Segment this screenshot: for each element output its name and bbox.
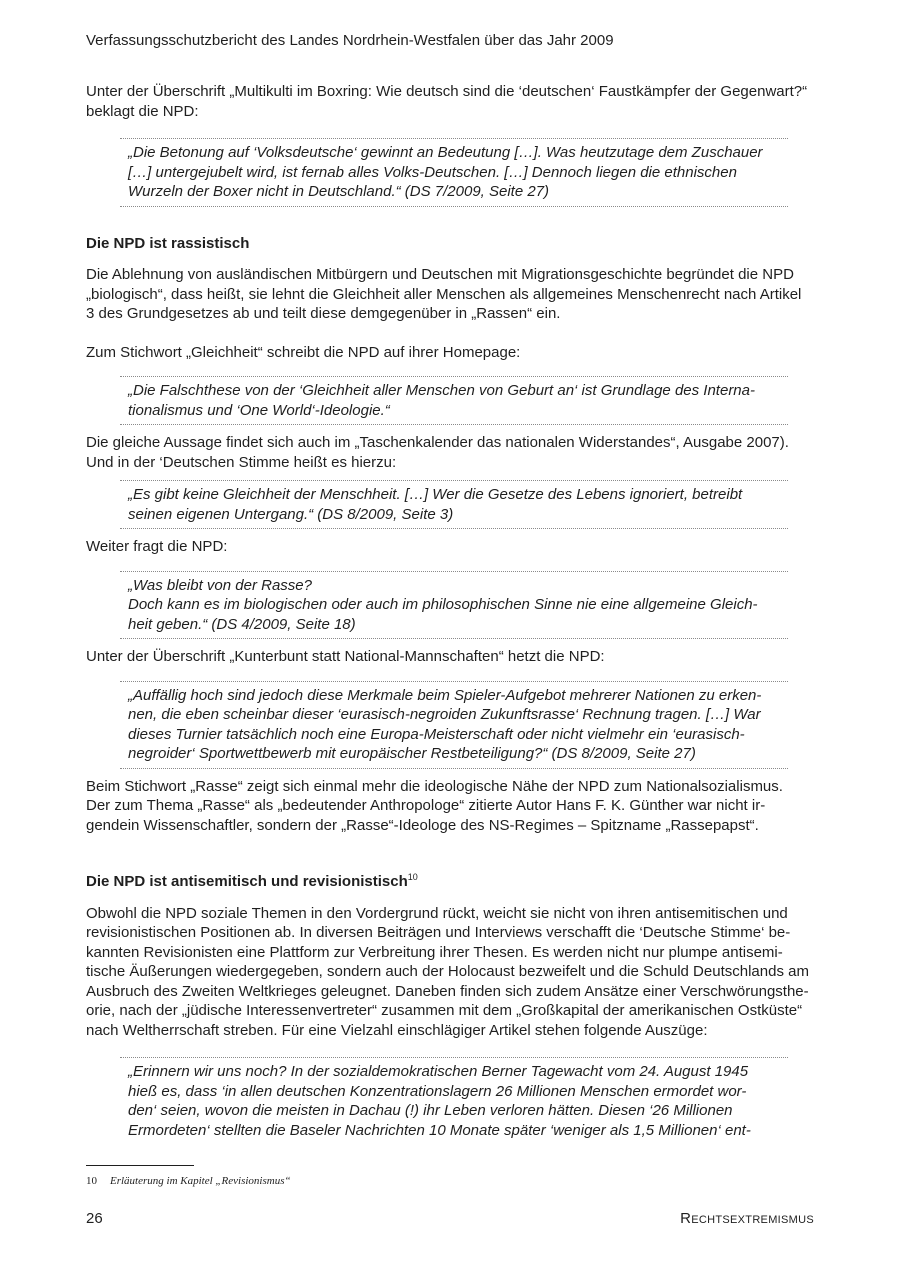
text-line: Beim Stichwort „Rasse“ zeigt sich einmal mehr die ideologische Nähe der NPD zum Nationalsozialismus.: [86, 777, 783, 795]
text-line: Ausbruch des Zweiten Weltkrieges geleugnet. Daneben finden sich zudem Ansätze einer Verschwörungsthe-: [86, 982, 809, 1000]
quote-line: seinen eigenen Untergang.“ (DS 8/2009, Seite 3): [128, 505, 454, 523]
text-line: Und in der ‘Deutschen Stimme heißt es hierzu:: [86, 453, 397, 471]
quote-line: hieß es, dass ‘in allen deutschen Konzentrationslagern 26 Millionen Menschen ermordet wor-: [128, 1082, 747, 1100]
paragraph-kunterbunt: [86, 647, 814, 667]
footnote-reference[interactable]: 10: [407, 872, 418, 882]
text-line: „biologisch“, dass heißt, sie lehnt die Gleichheit aller Menschen als allgemeines Menschenrecht nach Artikel: [86, 285, 802, 303]
footnote-number: 10: [86, 1175, 97, 1187]
footnote-text: Erläuterung im Kapitel „Revisionismus“: [110, 1175, 291, 1187]
text-line: Der zum Thema „Rasse“ als „bedeutender Anthropologe“ zitierte Autor Hans F. K. Günther war nicht ir-: [86, 797, 766, 814]
paragraph-soziale-themen: [86, 904, 814, 1041]
paragraph-ablehnung: [86, 265, 814, 324]
quote-keine-gleichheit: [120, 480, 788, 529]
text-line: 3 des Grundgesetzes ab und teilt diese demgegenüber in „Rassen“ ein.: [86, 305, 561, 322]
quote-rasse: [120, 571, 788, 640]
quote-line: heit geben.“ (DS 4/2009, Seite 18): [128, 615, 356, 633]
paragraph-stichwort-rasse: [86, 777, 814, 836]
quote-line: „Was bleibt von der Rasse?: [128, 576, 312, 594]
footnote-divider: [86, 1165, 194, 1166]
main-content: [86, 82, 814, 1144]
quote-line: Doch kann es im biologischen oder auch im philosophischen Sinne nie eine allgemeine Gleich-: [128, 596, 758, 613]
heading-text: Die NPD ist antisemitisch und revisionistisch: [86, 873, 408, 890]
text-line: orie, nach der „jüdische Interessenvertreter“ zusammen mit dem „Großkapital der amerikanischen Ostküste“: [86, 1002, 803, 1019]
quote-line: „Die Falschthese von der ‘Gleichheit aller Menschen von Geburt an‘ ist Grundlage des Interna-: [128, 382, 755, 399]
quote-volksdeutsche: [120, 138, 788, 207]
paragraph-weiter-fragt: [86, 537, 814, 557]
quote-line: Wurzeln der Boxer nicht in Deutschland.“ (DS 7/2009, Seite 27): [128, 183, 550, 200]
section-heading-antisemitisch: [86, 872, 814, 892]
quote-falschthese: [120, 376, 788, 425]
quote-line: „Die Betonung auf ‘Volksdeutsche‘ gewinnt an Bedeutung […]. Was heutzutage dem Zuschauer: [128, 144, 763, 161]
text-line: beklagt die NPD:: [86, 102, 199, 120]
footnote: [86, 1174, 291, 1188]
quote-erinnern: [120, 1057, 788, 1144]
footer-section-label: Rechtsextremismus: [680, 1210, 814, 1227]
section-heading-rassistisch: Die NPD ist rassistisch: [86, 234, 250, 252]
quote-line: dieses Turnier tatsächlich noch eine Europa-Meisterschaft oder nicht vielmehr ein ‘eurasisch-: [128, 725, 745, 743]
text-line: Obwohl die NPD soziale Themen in den Vordergrund rückt, weicht sie nicht von ihren antisemitischen und: [86, 904, 788, 922]
text-line: Unter der Überschrift „Multikulti im Boxring: Wie deutsch sind die ‘deutschen‘ Faustkämpfer der Gegenwart?“: [86, 83, 808, 100]
text-line: nach Weltherrschaft streben. Für eine Vielzahl einschlägiger Artikel stehen folgende Auszüge:: [86, 1021, 708, 1039]
quote-line: […] untergejubelt wird, ist fernab alles Volks-Deutschen. […] Dennoch liegen die ethnischen: [128, 163, 737, 181]
quote-line: nen, die eben scheinbar dieser ‘eurasisch-negroiden Zukunftsrasse‘ Rechnung tragen. […] War: [128, 706, 761, 723]
text-line: Weiter fragt die NPD:: [86, 538, 228, 555]
text-line: revisionistischen Positionen ab. In diversen Beiträgen und Interviews verschafft die ‘Deutsche Stimme‘ be-: [86, 924, 791, 941]
quote-line: Ermordeten‘ stellten die Baseler Nachrichten 10 Monate später ‘weniger als 1,5 Millionen‘ ent-: [128, 1121, 751, 1139]
quote-line: den‘ seien, wovon die meisten in Dachau (!) ihr Leben verloren hätten. Diesen ‘26 Millionen: [128, 1102, 733, 1119]
page-number: 26: [86, 1210, 103, 1227]
text-line: gendein Wissenschaftler, sondern der „Rasse“-Ideologe des NS-Regimes – Spitzname „Rassepapst“.: [86, 816, 759, 834]
quote-line: „Erinnern wir uns noch? In der sozialdemokratischen Berner Tagewacht vom 24. August 1945: [128, 1063, 749, 1080]
text-line: kannten Revisionisten eine Plattform zur Verbreitung ihrer Thesen. Es werden nicht nur plumpe antisemi-: [86, 943, 783, 961]
quote-line: negroider‘ Sportwettbewerb mit europäischer Restbeteiligung?“ (DS 8/2009, Seite 27): [128, 745, 696, 762]
text-line: Die gleiche Aussage findet sich auch im „Taschenkalender das nationalen Widerstandes“, Ausgabe 2007).: [86, 434, 789, 451]
paragraph-intro-boxring: [86, 82, 814, 121]
paragraph-taschenkalender: [86, 433, 814, 472]
quote-line: tionalismus und ‘One World‘-Ideologie.“: [128, 401, 390, 419]
paragraph-gleichheit: [86, 343, 814, 363]
text-line: Die Ablehnung von ausländischen Mitbürgern und Deutschen mit Migrationsgeschichte begründet die NPD: [86, 266, 794, 283]
text-line: Unter der Überschrift „Kunterbunt statt National-Mannschaften“ hetzt die NPD:: [86, 648, 605, 665]
quote-line: „Es gibt keine Gleichheit der Menschheit. […] Wer die Gesetze des Lebens ignoriert, betreibt: [128, 486, 743, 503]
quote-line: „Auffällig hoch sind jedoch diese Merkmale beim Spieler-Aufgebot mehrerer Nationen zu erken-: [128, 686, 762, 704]
text-line: Zum Stichwort „Gleichheit“ schreibt die NPD auf ihrer Homepage:: [86, 343, 521, 361]
running-header: Verfassungsschutzbericht des Landes Nordrhein-Westfalen über das Jahr 2009: [86, 32, 614, 49]
quote-auffaellig: [120, 681, 788, 769]
text-line: tische Äußerungen wiedergegeben, sondern auch der Holocaust bezweifelt und die Schuld Deutschlands am: [86, 963, 809, 980]
